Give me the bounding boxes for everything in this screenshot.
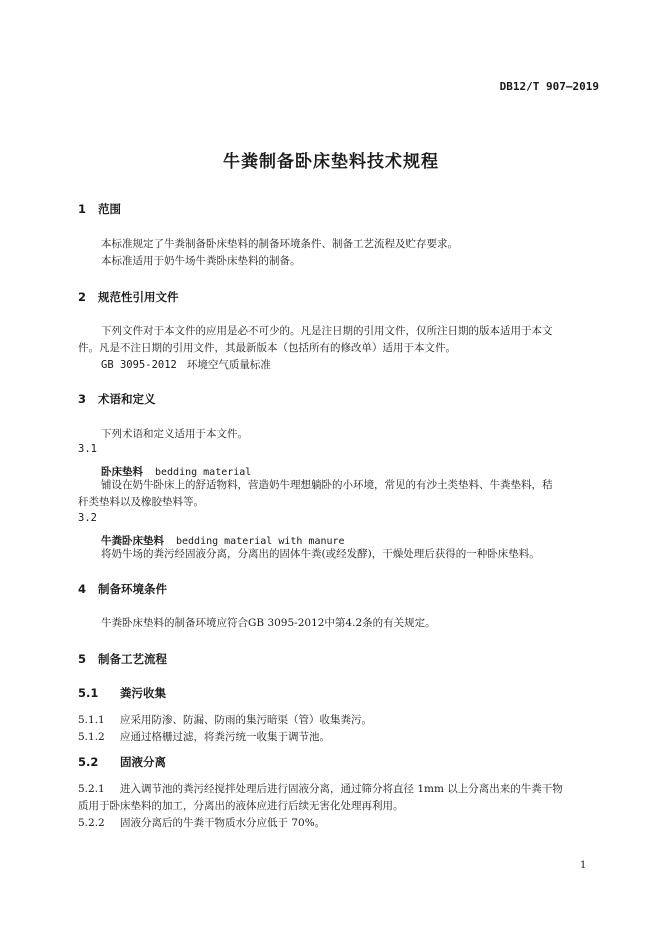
page-title: 牛粪制备卧床垫料技术规程 bbox=[223, 152, 439, 172]
clause-number: 5.1.2 bbox=[78, 731, 105, 743]
subsection-title: 固液分离 bbox=[120, 755, 166, 769]
paragraph: 本标准规定了牛粪制备卧床垫料的制备环境条件、制备工艺流程及贮存要求。 bbox=[101, 238, 458, 250]
reference-title: 环境空气质量标准 bbox=[186, 359, 271, 371]
standard-number: DB12/T 907—2019 bbox=[499, 80, 599, 93]
term-number: 3.2 bbox=[78, 512, 97, 524]
section-2-heading bbox=[78, 289, 179, 305]
clause-text: 进入调节池的粪污经搅拌处理后进行固液分离，通过筛分将直径 1mm 以上分离出来的牛粪干物 bbox=[120, 783, 563, 795]
section-title: 术语和定义 bbox=[98, 392, 156, 406]
clause-text: 应通过格栅过滤，将粪污统一收集于调节池。 bbox=[120, 731, 330, 743]
subsection-title: 粪污收集 bbox=[120, 686, 166, 700]
reference-code: GB 3095-2012 bbox=[101, 359, 177, 371]
clause-number: 5.2.2 bbox=[78, 817, 105, 829]
section-title: 制备环境条件 bbox=[98, 582, 167, 596]
section-number: 5 bbox=[78, 652, 87, 666]
section-title: 范围 bbox=[98, 202, 121, 216]
paragraph: 下列术语和定义适用于本文件。 bbox=[101, 428, 248, 440]
subsection-5-1-heading bbox=[78, 685, 166, 701]
clause bbox=[78, 815, 325, 830]
section-number: 2 bbox=[78, 290, 87, 304]
definition-line: 秆类垫料以及橡胶垫料等。 bbox=[78, 496, 204, 508]
section-number: 4 bbox=[78, 582, 87, 596]
clause bbox=[78, 781, 563, 796]
section-4-heading bbox=[78, 581, 167, 597]
clause-number: 5.1.1 bbox=[78, 714, 105, 726]
clause-text: 应采用防渗、防漏、防雨的集污暗渠（管）收集粪污。 bbox=[120, 714, 372, 726]
definition-line: 铺设在奶牛卧床上的舒适物料，营造奶牛理想躺卧的小环境，常见的有沙土类垫料、牛粪垫料，秸 bbox=[101, 479, 553, 491]
subsection-number: 5.1 bbox=[78, 686, 99, 700]
section-3-heading bbox=[78, 391, 156, 407]
term-english: bedding material bbox=[155, 467, 252, 478]
term-chinese: 牛粪卧床垫料 bbox=[101, 535, 164, 547]
clause bbox=[78, 712, 372, 727]
section-5-heading bbox=[78, 651, 167, 667]
definition-line: 将奶牛场的粪污经固液分离，分离出的固体牛粪(或经发酵)，干燥处理后获得的一种卧床垫料。 bbox=[101, 548, 540, 560]
subsection-5-2-heading bbox=[78, 754, 166, 770]
section-1-heading bbox=[78, 201, 121, 217]
paragraph: 牛粪卧床垫料的制备环境应符合GB 3095-2012中第4.2条的有关规定。 bbox=[101, 617, 436, 629]
section-title: 规范性引用文件 bbox=[98, 290, 179, 304]
term-english: bedding material with manure bbox=[176, 536, 345, 547]
paragraph-line: 件。凡是不注日期的引用文件，其最新版本（包括所有的修改单）适用于本文件。 bbox=[78, 342, 456, 354]
section-title: 制备工艺流程 bbox=[98, 652, 167, 666]
normative-reference bbox=[101, 357, 271, 372]
clause-number: 5.2.1 bbox=[78, 783, 105, 795]
page-number: 1 bbox=[580, 860, 587, 871]
section-number: 1 bbox=[78, 202, 87, 216]
paragraph: 本标准适用于奶牛场牛粪卧床垫料的制备。 bbox=[101, 255, 301, 267]
clause-continuation: 质用于卧床垫料的加工，分离出的液体应进行后续无害化处理再利用。 bbox=[78, 800, 404, 812]
clause-text: 固液分离后的牛粪干物质水分应低于 70%。 bbox=[120, 817, 326, 829]
subsection-number: 5.2 bbox=[78, 755, 99, 769]
section-number: 3 bbox=[78, 392, 87, 406]
paragraph-line: 下列文件对于本文件的应用是必不可少的。凡是注日期的引用文件，仅所注日期的版本适用于本文 bbox=[101, 325, 553, 337]
term-chinese: 卧床垫料 bbox=[101, 466, 143, 478]
clause bbox=[78, 729, 330, 744]
term-number: 3.1 bbox=[78, 443, 97, 455]
